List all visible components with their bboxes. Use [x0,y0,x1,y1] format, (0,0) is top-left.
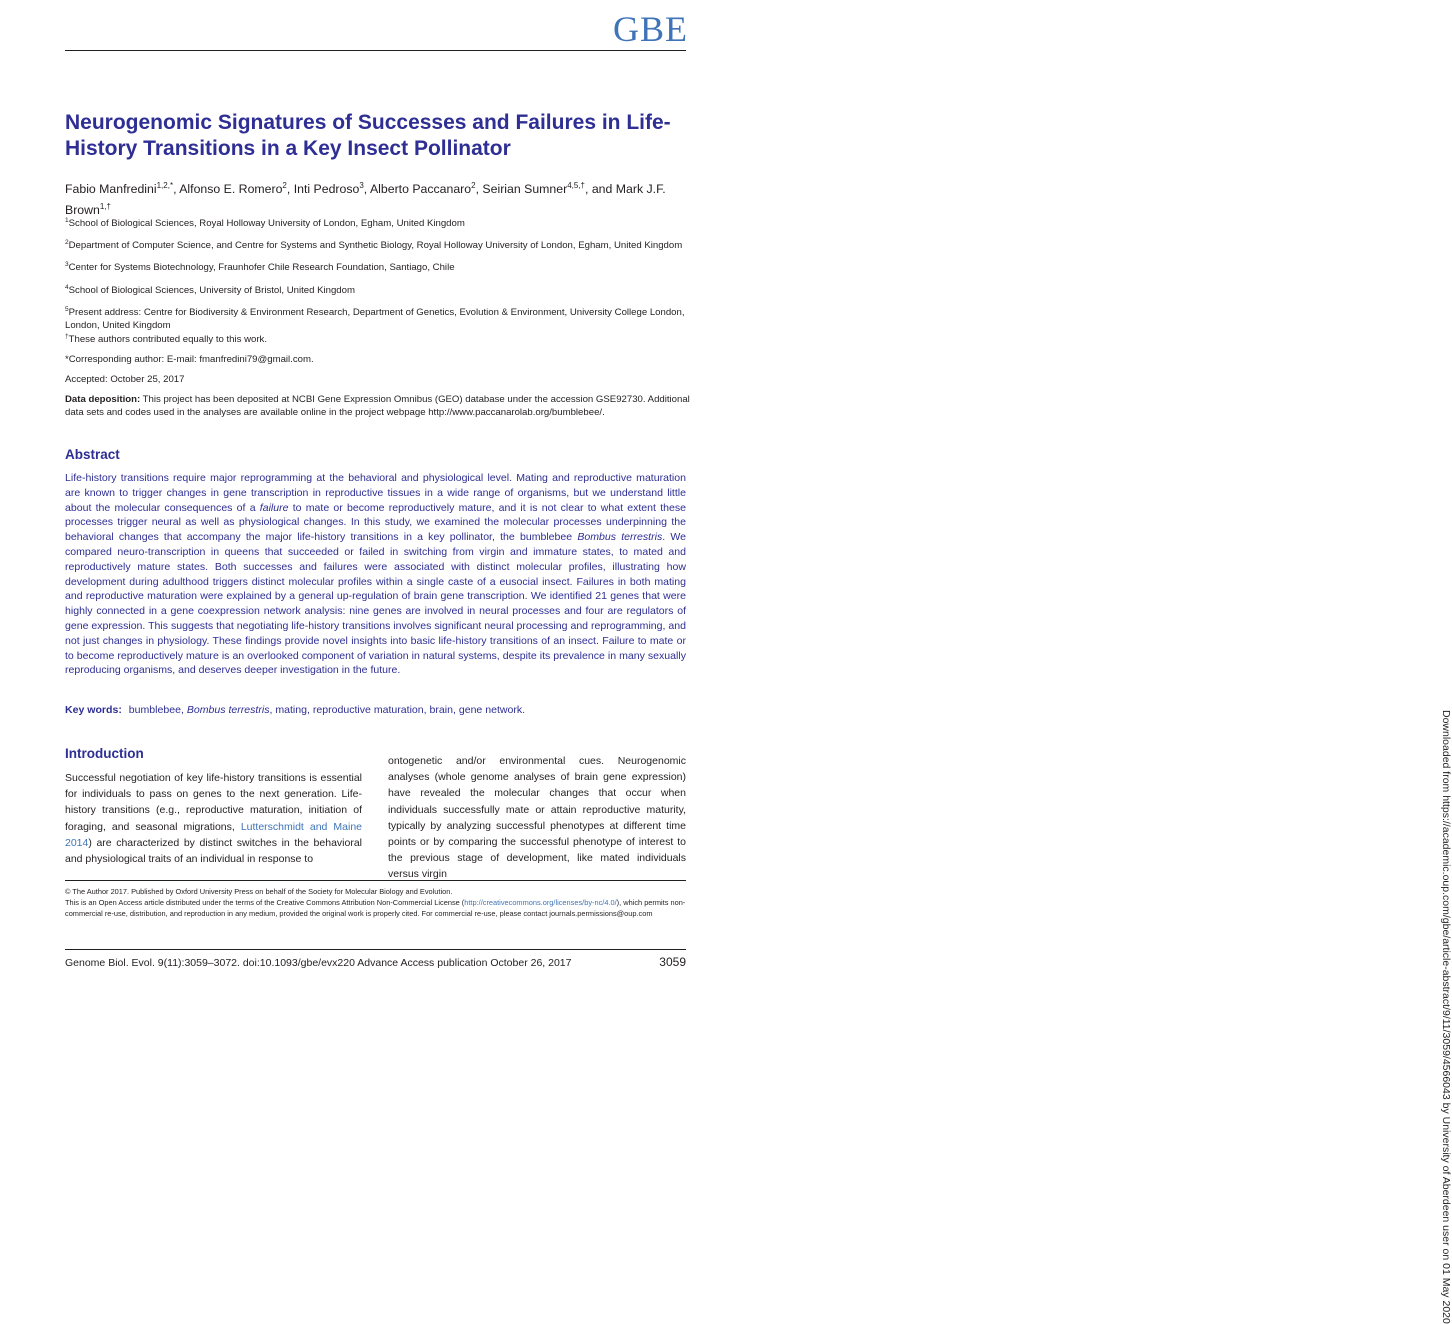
abstract-text: Life-history transitions require major reprogramming at the behavioral and physiological level. Mating and reproductive maturation are known to trigger changes in gene transcription in reproductive tissues in a wide range of organisms, but we understand little about the molecular consequences of a [65,472,686,514]
author-name: Alfonso E. Romero [179,182,283,197]
abstract-text: to mate or become reproductively mature, and it is not clear to what extent these processes trigger neural as well as physiological changes. In this study, we examined the molecular processes underpinning the behavioral changes that accompany the major life-history transitions in a key pollinator, the bumblebee [65,501,686,544]
affiliation-number: 4 [65,283,69,291]
author-separator: , and [584,182,616,197]
author-list [65,177,690,219]
abstract-body [65,471,686,678]
journal-logo: GBE [613,9,688,49]
affiliation-text: Center for Systems Biotechnology, Fraunhofer Chile Research Foundation, Santiago, Chile [68,262,455,274]
keywords-label: Key words: [65,704,122,716]
dagger-marker: † [65,333,69,340]
affiliation-number: 1 [65,217,69,224]
equal-contribution-text: These authors contributed equally to this work. [68,334,268,346]
corresponding-author: *Corresponding author: E-mail: fmanfredini79@gmail.com. [65,354,314,366]
author-name: Mark J.F. Brown [65,182,666,218]
introduction-column-right: ontogenetic and/or environmental cues. Neurogenomic analyses (whole genome analyses of brain gene expression) have revealed the molecular changes that occur when individuals successfully mate or attain reproductive maturity, typically by analyzing successful phenotypes at different time points or by comparing the successful phenotype of interest to the previous stage of development, like mated individuals versus virgin [388,755,686,881]
affiliation-text: Present address: Centre for Biodiversity & Environment Research, Department of Genetics, Evolution & Environment, University College London, London, United Kingdom [65,306,685,331]
author-affiliation-marker: 2 [282,181,287,190]
author-affiliation-marker: 1,† [99,202,111,212]
author-affiliation-marker: 1,2,* [156,181,174,190]
author-name: Seirian Sumner [482,182,568,197]
affiliation [65,281,690,297]
abstract-species-name: Bombus terrestris [577,531,663,544]
data-deposition [65,393,690,419]
download-notice: Downloaded from https://academic.oup.com/gbe/article-abstract/9/11/3059/4566043 by University of Aberdeen user on 01 May 2020 [1440,710,1452,1324]
header-divider [65,50,686,51]
keywords-species-name: Bombus terrestris [186,704,270,716]
data-deposition-text: This project has been deposited at NCBI Gene Expression Omnibus (GEO) database under the accession GSE92730. Additional data sets and codes used in the analyses are available online in the project webpage http://www.paccanarolab.org/bumblebee/. [65,394,690,419]
author-affiliation-marker: 4,5,† [567,181,585,190]
author-separator: , [475,182,483,197]
keywords-text: bumblebee, [125,704,187,716]
author-name: Fabio Manfredini [65,182,157,197]
article-title: Neurogenomic Signatures of Successes and Failures in Life-History Transitions in a Key Insect Pollinator [65,111,671,160]
footnote-divider [65,880,686,881]
affiliation-text: School of Biological Sciences, Royal Holloway University of London, Egham, United Kingdom [68,218,465,230]
affiliation-text: Department of Computer Science, and Centre for Systems and Synthetic Biology, Royal Holloway University of London, Egham, United Kingdom [68,240,683,252]
article-metadata [65,330,690,426]
page-number: 3059 [659,955,686,969]
affiliation-number: 3 [65,261,69,269]
author-separator: , [173,182,180,197]
abstract-italic: failure [259,501,289,514]
copyright-notice [65,886,690,919]
author-affiliation-marker: 2 [471,181,476,190]
introduction-heading: Introduction [65,746,144,761]
affiliation [65,236,690,252]
author-affiliation-marker: 3 [359,181,364,190]
author-name: Alberto Paccanaro [369,182,472,197]
affiliation [65,258,690,274]
license-text-part: This is an Open Access article distributed under the terms of the Creative Commons Attribution Non-Commercial License ( [65,898,465,907]
keywords [65,703,686,717]
affiliation-number: 2 [65,239,69,247]
abstract-heading: Abstract [65,447,120,462]
author-separator: , [363,182,370,197]
license-text-part: ), which permits non-commercial re-use, distribution, and reproduction in any medium, provided the original work is properly cited. For commercial re-use, please contact journals.permissions@oup.com [65,898,686,918]
equal-contribution-note [65,330,690,346]
intro-text: ) are characterized by distinct switches in the behavioral and physiological traits of an individual in response to [65,836,362,866]
affiliation-list [65,214,690,338]
introduction-column-left [65,770,362,867]
abstract-text: . We compared neuro-transcription in queens that succeeded or failed in switching from virgin and immature states, to mated and reproductively mature states. Both successes and failures were associated with distinct molecular profiles, illustrating how development during adulthood triggers distinct molecular profiles within a single caste of a eusocial insect. Failures in both mating and reproductive maturation were explained by a general up-regulation of brain gene transcription. We identified 21 genes that were highly connected in a gene coexpression network analysis: nine genes are involved in neural processes and four are regulators of gene expression. This suggests that negotiating life-history transitions involves significant neural processing and reprogramming, and not just changes in physiology. These findings provide novel insights into basic life-history transitions of an insect. Failure to mate or to become reproductively mature is an overlooked component of variation in natural systems, despite its prevalence in many sexually reproducing organisms, and deserves deeper investigation in the future. [65,531,686,677]
data-deposition-label: Data deposition: [65,394,141,406]
license-link[interactable]: http://creativecommons.org/licenses/by-nc/4.0/ [464,898,617,907]
citation-link[interactable]: Lutterschmidt and Maine 2014 [65,820,362,849]
accepted-date: Accepted: October 25, 2017 [65,374,185,386]
affiliation [65,303,690,332]
journal-citation: Genome Biol. Evol. 9(11):3059–3072. doi:10.1093/gbe/evx220 Advance Access publication October 26, 2017 [65,957,572,969]
author-name: Inti Pedroso [293,182,360,197]
intro-text: Successful negotiation of key life-history transitions is essential for individuals to pass on genes to the next generation. Life-history transitions (e.g., reproductive maturation, initiation of foraging, and seasonal migrations, [65,772,362,833]
affiliation [65,214,690,230]
license-text [65,897,690,919]
affiliation-text: School of Biological Sciences, University of Bristol, United Kingdom [68,284,355,296]
keywords-text: , mating, reproductive maturation, brain, gene network. [269,704,526,716]
author-separator: , [286,182,294,197]
footer-divider [65,949,686,950]
affiliation-number: 5 [65,305,69,313]
copyright-line: © The Author 2017. Published by Oxford University Press on behalf of the Society for Molecular Biology and Evolution. [65,887,453,896]
